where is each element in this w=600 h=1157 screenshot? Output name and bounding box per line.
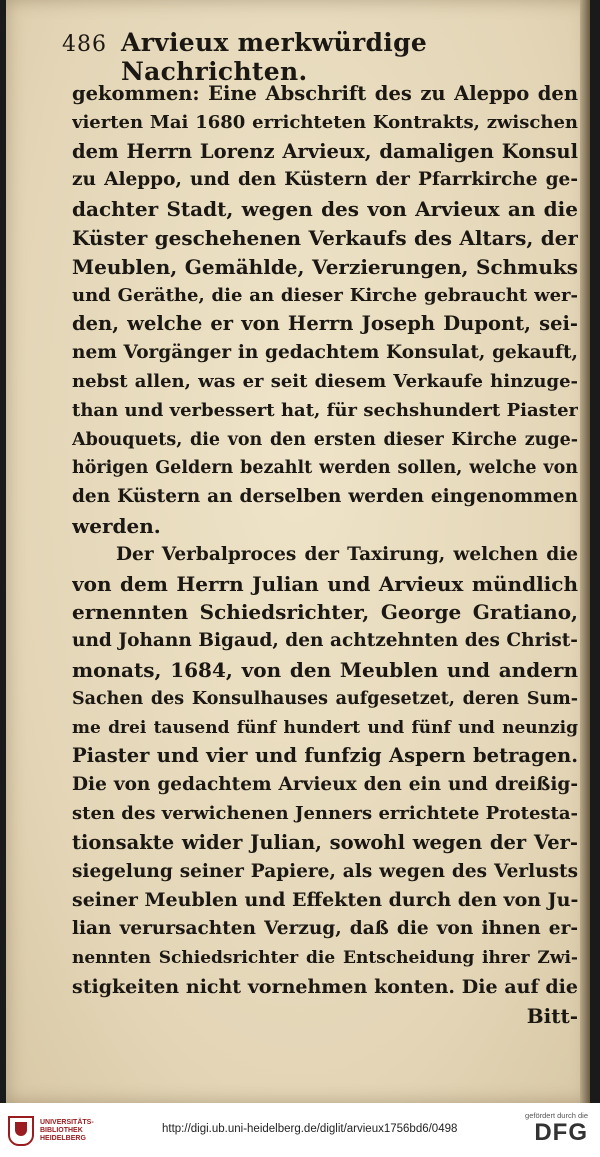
viewer-footer [0,1103,600,1157]
text-line: tionsakte wider Julian, sowohl wegen der Ver- [72,830,578,854]
text-line: werden. [72,513,161,538]
text-line: than und verbessert hat, für sechshundert Piaster [72,399,578,421]
text-line: dachter Stadt, wegen des von Arvieux an die [72,197,578,222]
running-title: Arvieux merkwürdige Nachrichten. [121,28,428,86]
paragraph-start-line: Der Verbalproces der Taxirung, welchen die [116,543,578,565]
text-line: Sachen des Konsulhauses aufgesetzet, deren Sum- [72,688,578,709]
page-gutter [580,0,590,1103]
text-line: gekommen: Eine Abschrift des zu Aleppo den [72,82,578,105]
logo-line: UNIVERSITÄTS- [40,1119,94,1126]
text-line: seiner Meublen und Effekten durch den von Ju- [72,889,578,912]
text-line: dem Herrn Lorenz Arvieux, damaligen Konsul [72,139,578,163]
scanned-page [6,0,590,1103]
body-text [72,80,578,1030]
text-line: Abouquets, die von den ersten dieser Kirche zuge- [72,429,578,450]
logo-line: BIBLIOTHEK [40,1127,83,1134]
text-line: den, welche er von Herrn Joseph Dupont, sei- [72,312,578,336]
text-line: Küster geschehenen Verkaufs des Altars, der [72,225,578,250]
library-logo[interactable] [8,1113,118,1149]
text-line: von dem Herrn Julian und Arvieux mündlich [72,571,578,596]
page-number: 486 [62,32,107,57]
text-line: und Johann Bigaud, den achtzehnten des Christ- [72,630,578,652]
dfg-logo-text: DFG [534,1119,588,1146]
library-logo-text [40,1119,94,1143]
text-line: hörigen Geldern bezahlt werden sollen, welche von [72,458,578,479]
text-line: nem Vorgänger in gedachtem Konsulat, gekauft, [72,342,578,364]
university-seal-icon [8,1116,34,1146]
text-line: den Küstern an derselben werden eingenommen [72,486,578,508]
catchword: Bitt- [526,1003,578,1028]
text-line: lian verursachten Verzug, daß die von ihnen er- [72,918,578,940]
funded-by-label: gefördert durch die [525,1111,588,1120]
text-line: Meublen, Gemählde, Verzierungen, Schmuks [72,254,578,279]
text-line: und Geräthe, die an dieser Kirche gebraucht wer- [72,284,578,306]
text-line: Piaster und vier und funfzig Aspern betragen. [72,744,578,768]
funder-logo[interactable] [508,1111,588,1146]
text-line: stigkeiten nicht vornehmen konten. Die auf die [72,975,578,998]
text-line: ernennten Schiedsrichter, George Gratiano, [72,600,578,625]
text-line: sten des verwichenen Jenners errichtete Protesta- [72,802,578,824]
text-line: nebst allen, was er seit diesem Verkaufe hinzuge- [72,370,578,392]
permalink-url[interactable]: http://digi.ub.uni-heidelberg.de/diglit/arvieux1756bd6/0498 [162,1123,458,1135]
text-line: vierten Mai 1680 errichteten Kontrakts, zwischen [72,111,578,133]
text-line: nennten Schiedsrichter die Entscheidung ihrer Zwi- [72,947,578,968]
text-line: me drei tausend fünf hundert und fünf und neunzig [72,717,578,738]
text-line: monats, 1684, von den Meublen und andern [72,657,578,682]
text-line: Die von gedachtem Arvieux den ein und dreißig- [72,774,578,796]
page-header [62,28,562,86]
logo-line: HEIDELBERG [40,1135,86,1142]
text-line: zu Aleppo, und den Küstern der Pfarrkirche ge- [72,169,578,191]
text-line: siegelung seiner Papiere, als wegen des Verlusts [72,860,578,882]
